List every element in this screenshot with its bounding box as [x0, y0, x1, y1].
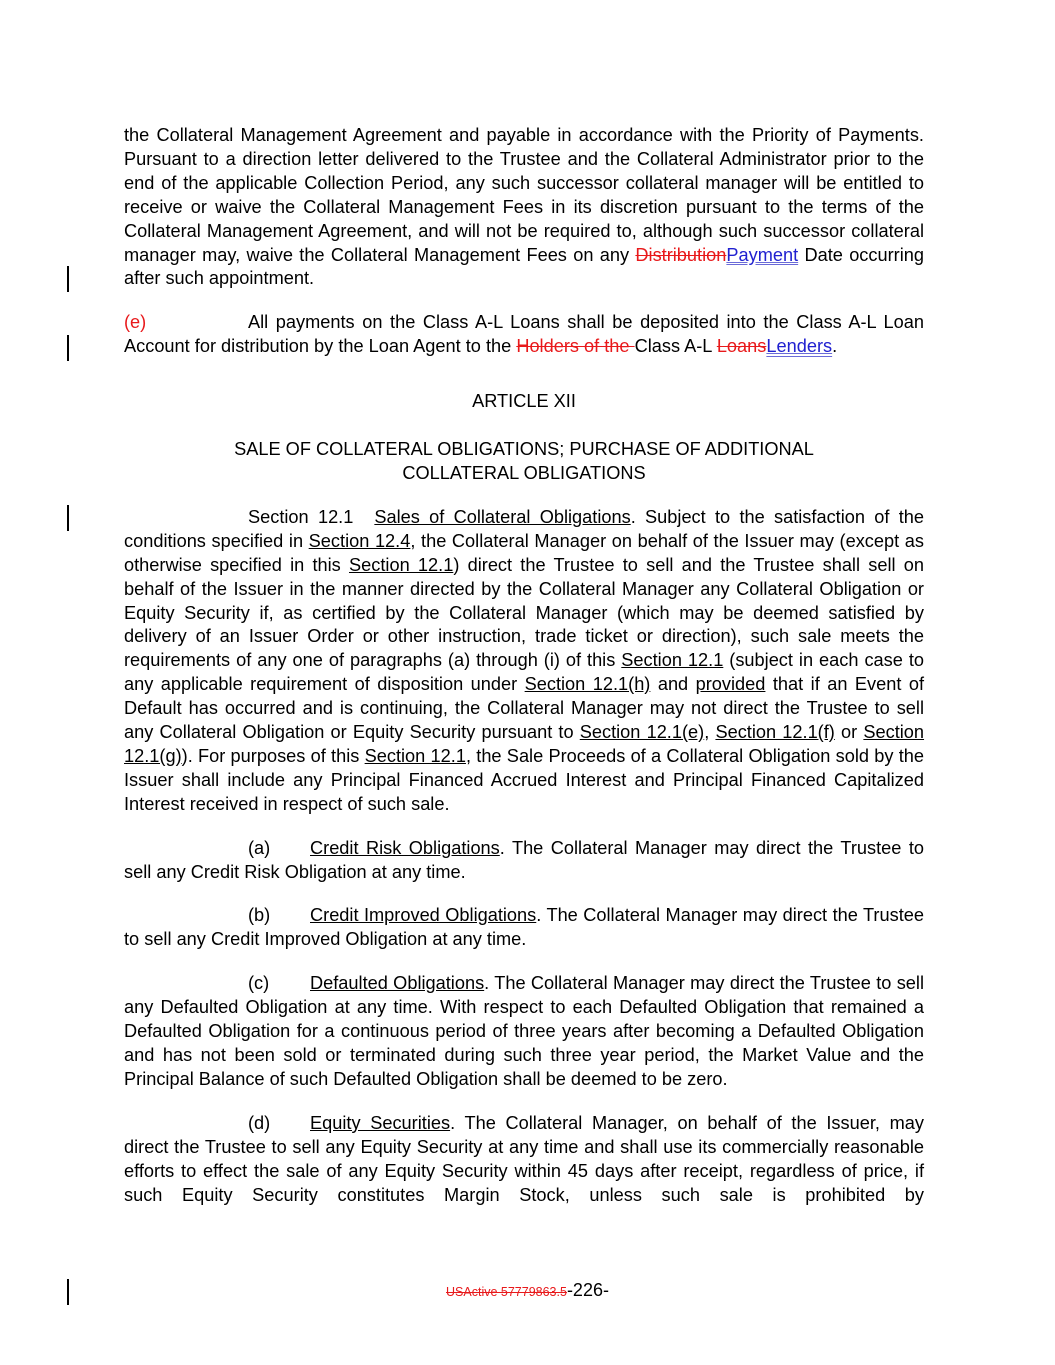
- paragraph-continuation: [124, 124, 924, 291]
- subparagraph-b: [124, 904, 924, 952]
- document-page: [124, 124, 924, 1207]
- subparagraph-heading: Credit Improved Obligations: [310, 905, 537, 926]
- article-title-line: SALE OF COLLATERAL OBLIGATIONS; PURCHASE OF ADDITIONAL: [234, 439, 814, 460]
- cross-reference: Section 12.1: [364, 745, 466, 766]
- section-text: , the Collateral Manager on behalf of the Issuer may (except as otherwise specified in this: [124, 530, 924, 575]
- page-number: -226-: [566, 1280, 609, 1300]
- section-text: or: [834, 722, 864, 743]
- page-footer: [0, 1280, 1055, 1301]
- subparagraph-label: (c): [248, 973, 270, 994]
- subparagraph-heading: Defaulted Obligations: [310, 973, 485, 994]
- change-bar: [67, 335, 69, 361]
- cross-reference: Section 12.4: [308, 530, 411, 551]
- defined-term: provided: [695, 674, 766, 695]
- section-12-1: [124, 506, 924, 817]
- paragraph-text: Date occurring after such appointment.: [124, 244, 924, 289]
- deleted-text: Holders of the: [516, 336, 635, 357]
- article-title-line: COLLATERAL OBLIGATIONS: [402, 462, 646, 483]
- section-text: ) direct the Trustee to sell and the Trustee shall sell on behalf of the Issuer in the manner directed by the Collateral Manager any Collateral Obligation or Equity Security if, as certified by the Collateral Manager (which may be deemed satisfied by delivery of an Issuer Order or other instruction, trade ticket or direction), such sale meets the requirements of any one of paragraphs (a) through (i) of this: [124, 554, 924, 671]
- deleted-text: Loans: [716, 336, 767, 357]
- deleted-text: Distribution: [635, 244, 727, 265]
- inserted-text: Lenders: [766, 336, 833, 357]
- deleted-label: (e): [124, 312, 147, 333]
- subparagraph-text: . The Collateral Manager may direct the Trustee to sell any Credit Improved Obligation at any time.: [124, 905, 924, 950]
- subparagraph-d: [124, 1112, 924, 1208]
- section-text: . Subject to the satisfaction of the conditions specified in: [124, 506, 925, 551]
- deleted-doc-id: USActive 57779863.5: [446, 1285, 567, 1299]
- cross-reference: Section 12.1(h): [524, 674, 651, 695]
- paragraph-text: the Collateral Management Agreement and payable in accordance with the Priority of Payments. Pursuant to a direction letter delivered to the Trustee and the Collateral Administrator prior to the end of the applicable Collection Period, any such successor collateral manager will be entitled to receive or waive the Collateral Management Fees in its discretion pursuant to the terms of the Collateral Management Agreement, and will not be required to, although such successor collateral manager may, waive the Collateral Management Fees on any: [124, 125, 924, 265]
- subparagraph-text: . The Collateral Manager, on behalf of the Issuer, may direct the Trustee to sell any Equity Security at any time and shall use its commercially reasonable efforts to effect the sale of any Equity Security within 45 days after receipt, regardless of price, if such Equity Security constitutes Margin Stock, unless such sale is prohibited by: [124, 1112, 924, 1205]
- subparagraph-c: [124, 972, 924, 1092]
- section-text: ,: [704, 722, 716, 743]
- subparagraph-a: [124, 837, 924, 885]
- section-text: that if an Event of Default has occurred and is continuing, the Collateral Manager may not direct the Trustee to sell any Collateral Obligation or Equity Security pursuant to: [124, 674, 925, 743]
- article-number: ARTICLE XII: [472, 391, 576, 412]
- subparagraph-heading: Equity Securities: [310, 1112, 451, 1133]
- section-text: and: [650, 674, 696, 695]
- section-number: Section 12.1: [248, 506, 354, 527]
- subparagraph-label: (a): [248, 837, 271, 858]
- section-text: ). For purposes of this: [181, 745, 365, 766]
- subparagraph-label: (d): [248, 1112, 271, 1133]
- paragraph-text: .: [832, 336, 838, 357]
- cross-reference: Section 12.1: [621, 650, 724, 671]
- cross-reference: Section 12.1(g): [124, 722, 925, 766]
- change-bar: [67, 266, 69, 292]
- cross-reference: Section 12.1(f): [715, 722, 835, 743]
- cross-reference: Section 12.1(e): [579, 722, 705, 743]
- subparagraph-heading: Credit Risk Obligations: [310, 837, 500, 858]
- change-bar: [67, 505, 69, 531]
- paragraph-text: Class A-L: [634, 336, 717, 357]
- paragraph-text: All payments on the Class A-L Loans shall be deposited into the Class A-L Loan Account for distribution by the Loan Agent to the: [124, 312, 924, 357]
- subparagraph-text: . The Collateral Manager may direct the Trustee to sell any Defaulted Obligation at any time. With respect to each Defaulted Obligation that remained a Defaulted Obligation for a continuous period of three years after becoming a Defaulted Obligation and has not been sold or terminated during such three year period, the Market Value and the Principal Balance of such Defaulted Obligation shall be deemed to be zero.: [124, 973, 924, 1089]
- cross-reference: Section 12.1: [349, 554, 454, 575]
- subparagraph-text: . The Collateral Manager may direct the Trustee to sell any Credit Risk Obligation at any time.: [124, 837, 924, 882]
- article-title: [124, 438, 924, 486]
- inserted-text: Payment: [726, 244, 799, 265]
- subparagraph-label: (b): [248, 905, 271, 926]
- section-text: , the Sale Proceeds of a Collateral Obligation sold by the Issuer shall include any Principal Financed Accrued Interest and Principal Financed Capitalized Interest received in respect of such sale.: [124, 745, 924, 814]
- section-heading: Sales of Collateral Obligations: [374, 506, 631, 527]
- paragraph-e: [124, 311, 924, 359]
- section-text: (subject in each case to any applicable requirement of disposition under: [124, 650, 924, 695]
